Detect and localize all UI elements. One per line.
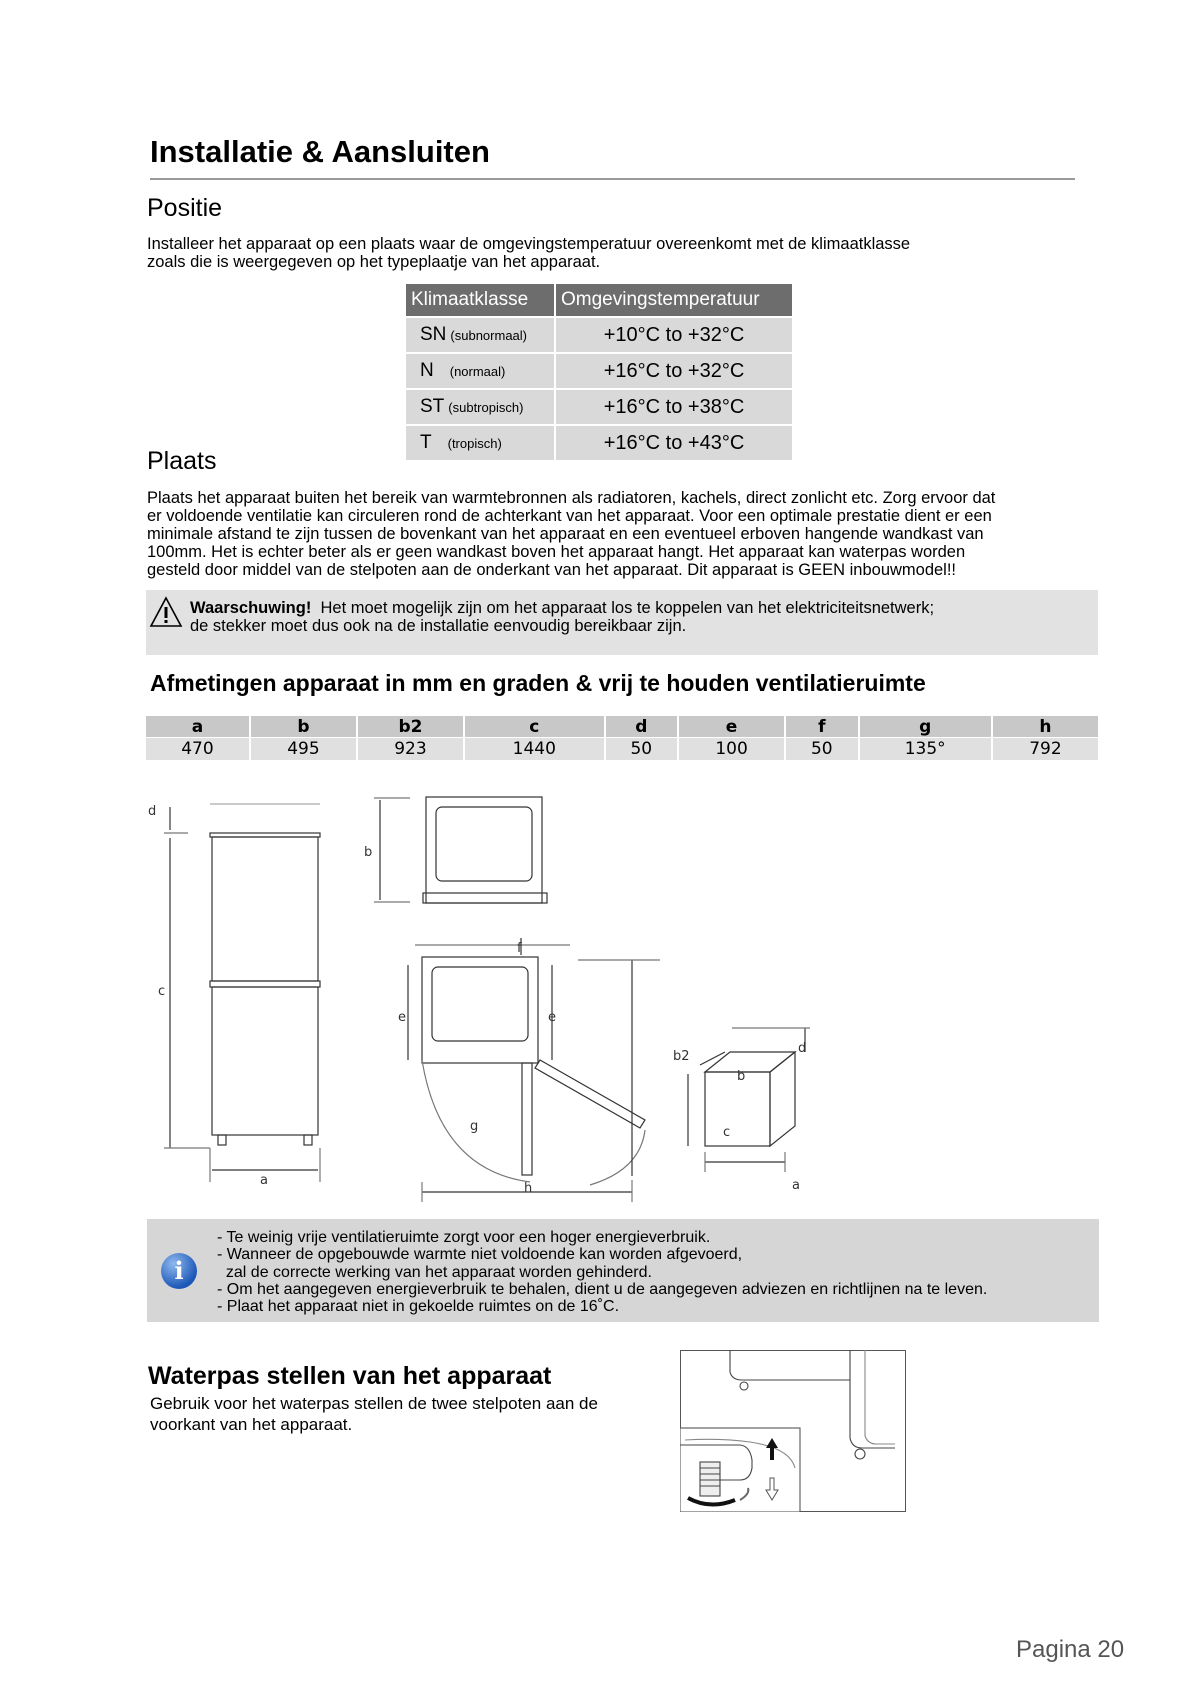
dim-label-c: c	[158, 984, 166, 999]
dim-value: 792	[992, 738, 1099, 761]
fridge-top-view	[374, 797, 547, 903]
dimension-diagram	[140, 790, 910, 1210]
dimensions-value-row	[146, 738, 1099, 761]
dimensions-header-row	[146, 716, 1099, 738]
info-icon: i	[161, 1253, 197, 1289]
info-list	[217, 1229, 987, 1315]
warning-box	[146, 590, 1098, 655]
info-line: zal de correcte werking van het apparaat worden gehinderd.	[217, 1263, 652, 1281]
positie-text	[147, 235, 910, 271]
dim-label-d: d	[148, 804, 157, 819]
page-number: Pagina 20	[1016, 1636, 1125, 1663]
dim-value: 135°	[859, 738, 992, 761]
positie-heading: Positie	[147, 194, 223, 222]
dim-label-f: f	[517, 941, 522, 956]
klimaat-header: Klimaatklasse	[406, 284, 555, 317]
dim-label-b: b	[737, 1069, 746, 1084]
klimaat-temp: +10°C to +32°C	[555, 317, 793, 353]
dim-header: c	[464, 716, 605, 738]
info-line: - Te weinig vrije ventilatieruimte zorgt voor een hoger energieverbruik.	[217, 1229, 711, 1246]
plaats-line: minimale afstand te zijn tussen de bovenkant van het apparaat en een eventueel erboven hangende wandkast van	[147, 525, 984, 543]
waterpas-heading: Waterpas stellen van het apparaat	[148, 1362, 552, 1390]
waterpas-line: voorkant van het apparaat.	[150, 1415, 353, 1434]
klimaat-desc: (subtropisch)	[448, 400, 524, 415]
plaats-heading: Plaats	[147, 447, 217, 475]
klimaat-temp: +16°C to +38°C	[555, 389, 793, 425]
positie-text-line: Installeer het apparaat op een plaats waar de omgevingstemperatuur overeenkomt met de klimaatklasse	[147, 235, 911, 253]
warning-text	[190, 599, 1090, 635]
dim-value: 1440	[464, 738, 605, 761]
dim-value: 50	[605, 738, 678, 761]
dim-header: h	[992, 716, 1099, 738]
plaats-line: er voldoende ventilatie kan circuleren rond de achterkant van het apparaat. Voor een optimale prestatie dient er een	[147, 507, 992, 525]
dim-label-b: b	[364, 845, 373, 860]
info-line: - Wanneer de opgebouwde warmte niet voldoende kan worden afgevoerd,	[217, 1246, 743, 1264]
klimaat-table	[406, 284, 794, 460]
klimaat-code: ST	[420, 396, 445, 417]
dim-label-a: a	[792, 1178, 800, 1193]
dim-header: d	[605, 716, 678, 738]
leveling-feet-illustration	[680, 1350, 906, 1512]
positie-text-line: zoals die is weergegeven op het typeplaatje van het apparaat.	[147, 253, 601, 271]
title-divider	[150, 178, 1075, 180]
warning-line	[190, 599, 1090, 617]
klimaat-code: T	[420, 432, 432, 453]
klimaat-row	[406, 353, 793, 389]
dim-header: e	[678, 716, 785, 738]
warning-label: Waarschuwing!	[190, 599, 312, 617]
fridge-door-open-view	[408, 938, 660, 1202]
dim-label-b2: b2	[673, 1049, 690, 1064]
warning-line-1: Het moet mogelijk zijn om het apparaat los te koppelen van het elektriciteitsnetwerk;	[320, 599, 935, 617]
klimaat-row	[406, 317, 793, 353]
klimaat-row	[406, 425, 793, 460]
fridge-front-view	[164, 804, 320, 1182]
plaats-line: 100mm. Het is echter beter als er geen wandkast boven het apparaat hangt. Het apparaat kan waterpas worden	[147, 543, 966, 561]
page-title: Installatie & Aansluiten	[150, 134, 490, 169]
dim-value: 50	[785, 738, 858, 761]
dim-value: 470	[146, 738, 250, 761]
klimaat-desc: (subnormaal)	[450, 328, 527, 343]
waterpas-line: Gebruik voor het waterpas stellen de twee stelpoten aan de	[150, 1394, 598, 1413]
dim-label-e: e	[398, 1010, 406, 1025]
dimensions-table	[146, 716, 1100, 760]
afmetingen-heading: Afmetingen apparaat in mm en graden & vrij te houden ventilatieruimte	[150, 670, 926, 696]
klimaat-desc: (normaal)	[449, 364, 506, 379]
info-line: - Om het aangegeven energieverbruik te behalen, dient u de aangegeven adviezen en richtlijnen na te leven.	[217, 1280, 988, 1298]
fridge-box-view	[688, 1028, 810, 1172]
dim-value: 923	[357, 738, 464, 761]
klimaat-code: N	[420, 360, 434, 381]
dim-header: b2	[357, 716, 464, 738]
plaats-line: Plaats het apparaat buiten het bereik van warmtebronnen als radiatoren, kachels, direct zonlicht etc. Zorg ervoor dat	[147, 489, 996, 507]
dim-label-c: c	[723, 1125, 731, 1140]
info-line: - Plaat het apparaat niet in gekoelde ruimtes on de 16˚C.	[217, 1298, 620, 1316]
dim-label-a: a	[260, 1173, 268, 1188]
info-box	[147, 1219, 1099, 1322]
dim-header: b	[250, 716, 357, 738]
dim-label-e: e	[548, 1010, 556, 1025]
waterpas-text	[150, 1393, 598, 1435]
dim-header: f	[785, 716, 858, 738]
klimaat-header: Omgevingstemperatuur	[555, 284, 793, 317]
klimaat-desc: (tropisch)	[447, 436, 502, 451]
klimaat-temp: +16°C to +32°C	[555, 353, 793, 389]
warning-line-2: de stekker moet dus ook na de installatie eenvoudig bereikbaar zijn.	[190, 617, 687, 635]
klimaat-temp: +16°C to +43°C	[555, 425, 793, 460]
dim-label-g: g	[470, 1119, 479, 1134]
dim-value: 495	[250, 738, 357, 761]
plaats-line: gesteld door middel van de stelpoten aan de onderkant van het apparaat. Dit apparaat is GEEN inbouwmodel!!	[147, 561, 957, 579]
dim-header: g	[859, 716, 992, 738]
dim-header: a	[146, 716, 250, 738]
warning-icon	[149, 596, 183, 628]
klimaat-code: SN	[420, 324, 447, 345]
dim-label-d: d	[798, 1041, 807, 1056]
dim-value: 100	[678, 738, 785, 761]
dim-label-h: h	[524, 1181, 533, 1196]
klimaat-row	[406, 389, 793, 425]
plaats-text	[147, 489, 1087, 579]
